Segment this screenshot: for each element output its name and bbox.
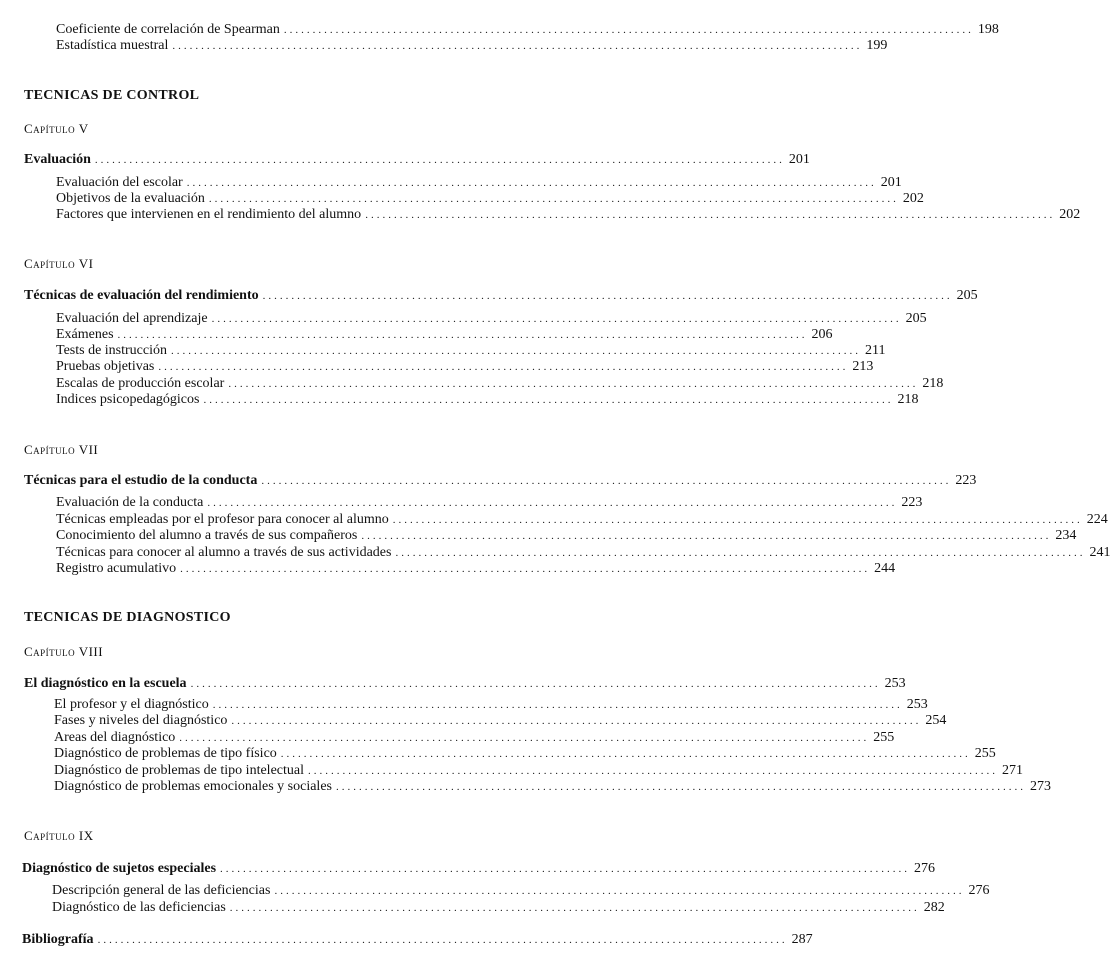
toc-entry-page: 205 bbox=[905, 311, 927, 326]
toc-entry-label: Descripción general de las deficiencias bbox=[52, 883, 271, 898]
toc-entry-label: Evaluación del escolar bbox=[56, 175, 183, 190]
toc-entry[interactable] bbox=[56, 343, 886, 359]
toc-entry[interactable] bbox=[56, 528, 1077, 544]
toc-leader-dots: ........................................................................................................................ bbox=[274, 885, 965, 897]
toc-entry-page: 273 bbox=[1029, 779, 1051, 794]
toc-entry-page: 276 bbox=[968, 883, 990, 898]
toc-entry[interactable] bbox=[56, 376, 944, 392]
chapter-numeral: VIII bbox=[78, 644, 104, 659]
toc-entry[interactable] bbox=[54, 730, 895, 746]
section-heading-control: TECNICAS DE CONTROL bbox=[24, 88, 200, 103]
toc-leader-dots: ........................................................................................................................ bbox=[190, 678, 881, 690]
toc-entry-label: Registro acumulativo bbox=[56, 561, 177, 576]
toc-entry-label: El profesor y el diagnóstico bbox=[54, 697, 209, 712]
toc-entry-label: Diagnóstico de sujetos especiales bbox=[22, 861, 217, 876]
toc-chapter-entry[interactable] bbox=[24, 288, 978, 304]
toc-leader-dots: ........................................................................................................................ bbox=[179, 732, 870, 744]
toc-entry-page: 201 bbox=[788, 152, 810, 167]
toc-leader-dots: ........................................................................................................................ bbox=[180, 563, 871, 575]
toc-entry[interactable] bbox=[56, 207, 1081, 223]
toc-entry-label: Tests de instrucción bbox=[56, 343, 167, 358]
toc-leader-dots: ........................................................................................................................ bbox=[262, 290, 953, 302]
toc-leader-dots: ........................................................................................................................ bbox=[211, 313, 902, 325]
toc-entry-label: El diagnóstico en la escuela bbox=[24, 676, 187, 691]
toc-leader-dots: ........................................................................................................................ bbox=[228, 378, 919, 390]
chapter-label: Capítulo bbox=[24, 121, 76, 136]
toc-leader-dots: ........................................................................................................................ bbox=[231, 715, 922, 727]
toc-entry-label: Evaluación de la conducta bbox=[56, 495, 204, 510]
chapter-heading-ix bbox=[24, 828, 94, 844]
toc-entry-page: 213 bbox=[852, 359, 874, 374]
toc-chapter-entry[interactable] bbox=[22, 932, 813, 948]
toc-entry-label: Fases y niveles del diagnóstico bbox=[54, 713, 228, 728]
toc-entry-label: Objetivos de la evaluación bbox=[56, 191, 205, 206]
section-heading-diagnostico: TECNICAS DE DIAGNOSTICO bbox=[24, 610, 231, 625]
toc-entry-page: 205 bbox=[956, 288, 978, 303]
toc-entry-label: Técnicas para conocer al alumno a través de sus actividades bbox=[56, 545, 392, 560]
toc-entry[interactable] bbox=[56, 495, 923, 511]
toc-entry[interactable] bbox=[56, 512, 1108, 528]
toc-entry[interactable] bbox=[56, 38, 888, 54]
toc-leader-dots: ........................................................................................................................ bbox=[395, 547, 1086, 559]
toc-leader-dots: ........................................................................................................................ bbox=[186, 177, 877, 189]
toc-entry[interactable] bbox=[56, 545, 1110, 561]
toc-entry-label: Diagnóstico de problemas de tipo físico bbox=[54, 746, 277, 761]
toc-entry[interactable] bbox=[56, 392, 919, 408]
toc-entry[interactable] bbox=[56, 561, 896, 577]
toc-entry-page: 253 bbox=[884, 676, 906, 691]
toc-entry-page: 255 bbox=[873, 730, 895, 745]
toc-entry[interactable] bbox=[56, 311, 927, 327]
toc-chapter-entry[interactable] bbox=[24, 152, 810, 168]
toc-leader-dots: ........................................................................................................................ bbox=[335, 781, 1026, 793]
toc-leader-dots: ........................................................................................................................ bbox=[158, 361, 849, 373]
chapter-label: Capítulo bbox=[24, 828, 76, 843]
chapter-numeral: IX bbox=[78, 828, 94, 843]
toc-entry-page: 218 bbox=[922, 376, 944, 391]
toc-entry[interactable] bbox=[56, 22, 999, 38]
toc-entry-label: Conocimiento del alumno a través de sus compañeros bbox=[56, 528, 358, 543]
chapter-heading-vi bbox=[24, 256, 93, 272]
toc-entry-page: 241 bbox=[1089, 545, 1110, 560]
toc-entry-label: Estadística muestral bbox=[56, 38, 169, 53]
toc-entry-label: Factores que intervienen en el rendimiento del alumno bbox=[56, 207, 362, 222]
toc-entry-page: 202 bbox=[1059, 207, 1081, 222]
toc-chapter-entry[interactable] bbox=[24, 473, 977, 489]
toc-leader-dots: ........................................................................................................................ bbox=[307, 765, 998, 777]
toc-leader-dots: ........................................................................................................................ bbox=[117, 329, 808, 341]
toc-leader-dots: ........................................................................................................................ bbox=[207, 497, 898, 509]
toc-entry-label: Diagnóstico de problemas emocionales y sociales bbox=[54, 779, 332, 794]
toc-entry-label: Bibliografía bbox=[22, 932, 94, 947]
toc-leader-dots: ........................................................................................................................ bbox=[212, 699, 903, 711]
toc-entry-label: Diagnóstico de problemas de tipo intelectual bbox=[54, 763, 304, 778]
toc-entry[interactable] bbox=[54, 713, 947, 729]
chapter-label: Capítulo bbox=[24, 256, 76, 271]
toc-entry-page: 223 bbox=[901, 495, 923, 510]
toc-entry-page: 201 bbox=[880, 175, 902, 190]
chapter-heading-viii bbox=[24, 644, 103, 660]
toc-entry-label: Areas del diagnóstico bbox=[54, 730, 176, 745]
toc-leader-dots: ........................................................................................................................ bbox=[392, 514, 1083, 526]
toc-entry-page: 254 bbox=[925, 713, 947, 728]
toc-entry-page: 255 bbox=[974, 746, 996, 761]
toc-leader-dots: ........................................................................................................................ bbox=[261, 475, 952, 487]
toc-leader-dots: ........................................................................................................................ bbox=[280, 748, 971, 760]
toc-entry[interactable] bbox=[54, 697, 928, 713]
toc-entry-label: Indices psicopedagógicos bbox=[56, 392, 200, 407]
toc-entry-page: 218 bbox=[897, 392, 919, 407]
toc-entry-label: Pruebas objetivas bbox=[56, 359, 155, 374]
toc-entry-page: 224 bbox=[1086, 512, 1108, 527]
toc-chapter-entry[interactable] bbox=[24, 676, 906, 692]
toc-entry-label: Diagnóstico de las deficiencias bbox=[52, 900, 226, 915]
toc-entry-label: Técnicas empleadas por el profesor para conocer al alumno bbox=[56, 512, 389, 527]
toc-leader-dots: ........................................................................................................................ bbox=[94, 154, 785, 166]
toc-entry-page: 244 bbox=[874, 561, 896, 576]
chapter-heading-v bbox=[24, 121, 89, 137]
toc-leader-dots: ........................................................................................................................ bbox=[220, 863, 911, 875]
toc-entry-page: 234 bbox=[1055, 528, 1077, 543]
toc-leader-dots: ........................................................................................................................ bbox=[171, 345, 861, 357]
chapter-numeral: VII bbox=[78, 442, 99, 457]
toc-entry-page: 282 bbox=[923, 900, 945, 915]
toc-entry[interactable] bbox=[56, 191, 924, 207]
toc-entry[interactable] bbox=[56, 327, 833, 343]
toc-entry-page: 199 bbox=[866, 38, 888, 53]
toc-entry-label: Técnicas de evaluación del rendimiento bbox=[24, 288, 259, 303]
toc-entry-page: 202 bbox=[902, 191, 924, 206]
toc-leader-dots: ........................................................................................................................ bbox=[361, 530, 1052, 542]
toc-entry-label: Exámenes bbox=[56, 327, 114, 342]
toc-entry-page: 206 bbox=[811, 327, 833, 342]
toc-entry-page: 211 bbox=[865, 343, 886, 358]
toc-entry[interactable] bbox=[54, 763, 1023, 779]
toc-entry-page: 276 bbox=[914, 861, 936, 876]
toc-entry-label: Técnicas para el estudio de la conducta bbox=[24, 473, 258, 488]
chapter-label: Capítulo bbox=[24, 644, 76, 659]
toc-entry-label: Escalas de producción escolar bbox=[56, 376, 225, 391]
toc-entry-label: Evaluación bbox=[24, 152, 91, 167]
toc-leader-dots: ........................................................................................................................ bbox=[172, 40, 863, 52]
chapter-label: Capítulo bbox=[24, 442, 76, 457]
chapter-numeral: VI bbox=[78, 256, 94, 271]
chapter-heading-vii bbox=[24, 442, 98, 458]
toc-leader-dots: ........................................................................................................................ bbox=[203, 394, 894, 406]
toc-entry[interactable] bbox=[54, 779, 1051, 795]
toc-leader-dots: ........................................................................................................................ bbox=[208, 193, 899, 205]
chapter-numeral: V bbox=[78, 121, 89, 136]
toc-entry-page: 271 bbox=[1001, 763, 1023, 778]
toc-entry-page: 287 bbox=[791, 932, 813, 947]
toc-entry[interactable] bbox=[52, 900, 945, 916]
toc-entry-page: 198 bbox=[977, 22, 999, 37]
toc-entry[interactable] bbox=[56, 359, 874, 375]
toc-entry-label: Evaluación del aprendizaje bbox=[56, 311, 208, 326]
toc-entry-page: 223 bbox=[955, 473, 977, 488]
toc-entry[interactable] bbox=[54, 746, 996, 762]
toc-entry[interactable] bbox=[52, 883, 990, 899]
toc-entry-label: Coeficiente de correlación de Spearman bbox=[56, 22, 280, 37]
toc-chapter-entry[interactable] bbox=[22, 861, 936, 877]
toc-entry[interactable] bbox=[56, 175, 902, 191]
toc-leader-dots: ........................................................................................................................ bbox=[283, 24, 974, 36]
toc-leader-dots: ........................................................................................................................ bbox=[229, 902, 920, 914]
toc-leader-dots: ........................................................................................................................ bbox=[97, 934, 788, 946]
toc-entry-page: 253 bbox=[906, 697, 928, 712]
toc-leader-dots: ........................................................................................................................ bbox=[365, 209, 1056, 221]
